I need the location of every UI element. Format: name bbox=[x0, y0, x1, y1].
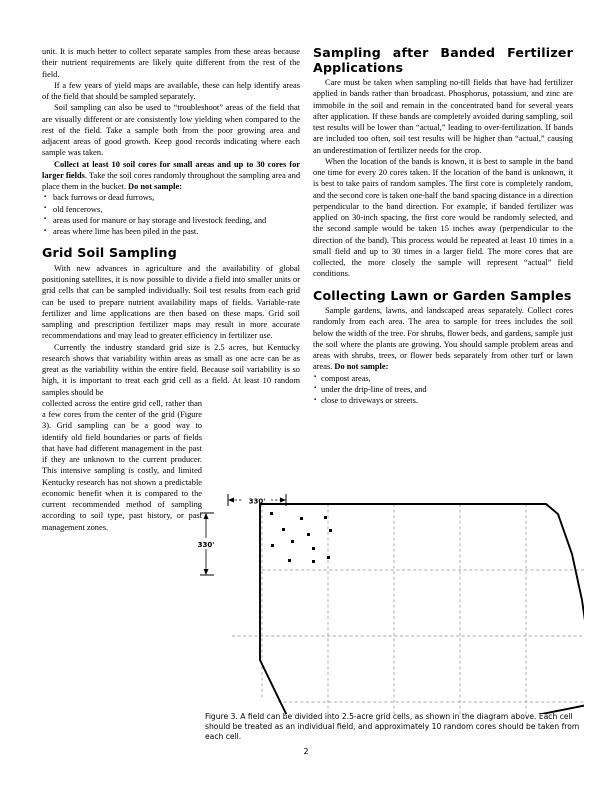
do-not-sample-colon: : bbox=[179, 182, 183, 191]
paragraph-unit-continuation: unit. It is much better to collect separate samples from these areas because their nutrient requirements are likely quite different from the rest of the field. bbox=[42, 47, 300, 79]
do-not-sample-colon-right: : bbox=[385, 362, 389, 372]
core-marker bbox=[324, 516, 327, 519]
list-item: ▪ back furrows or dead furrows, bbox=[53, 192, 300, 203]
core-marker bbox=[291, 540, 294, 543]
dimension-left-arrow-down-icon bbox=[204, 569, 209, 575]
paragraph-collect-cores bbox=[42, 159, 300, 193]
list-item: ▪ areas used for manure or hay storage and livestock feeding, and bbox=[53, 215, 300, 226]
figure-caption: Figure 3. A field can be divided into 2.5-acre grid cells, as shown in the diagram above. Each cell should be treated as an individual field, and approximately 10 random cores should be taken from each cell. bbox=[205, 712, 580, 742]
field-grid-svg bbox=[198, 492, 584, 714]
dimension-top-arrow-right-icon bbox=[280, 498, 286, 503]
paragraph-grid-advances: With new advances in agriculture and the availability of global positioning satellites, it is now possible to divide a field into smaller units or grid cells that can be sampled individually. Soil test results from each grid can be used to prepare nutrient availability maps of fields. Variable-rate fertilizer and lime applications are then based on these maps. Grid soil sampling and prescription fertilizer maps may result in more accurate recommendations and may lead to greater efficiency in fertilizer use. bbox=[42, 263, 300, 341]
core-marker bbox=[312, 547, 315, 550]
left-column bbox=[42, 46, 300, 533]
do-not-sample-bold: Do not sample bbox=[128, 182, 180, 191]
list-item: ▪ old fencerows, bbox=[53, 204, 300, 215]
dimension-left-label: 330' bbox=[198, 541, 215, 549]
paragraph-grid-standard-narrow: collected across the entire grid cell, rather than a few cores from the center of the grid (Figure 3). Grid sampling can be a good way to identify old field boundaries or parts of fields that have had different management in the past if they are unknown to the current producer. This intensive sampling is costly, and limited Kentucky research has not shown a predictable economic benefit when it is compared to the current recommended method of sampling according to soil type, past history, or past management zones. bbox=[42, 398, 202, 532]
left-do-not-sample-list bbox=[42, 192, 300, 237]
paragraph-banded-care: Care must be taken when sampling no-till fields that have had fertilizer applied in bands rather than broadcast. Phosphorus, potassium, and zinc are immobile in the soil and remain in the concentrated band for several years after application. If these bands are completely avoided during sampling, soil test results will be lower than “actual,” leading to over-fertilization. If bands are included too often, soil test results will be higher than “actual,” causing an underestimation of fertilizer needs for the crop. bbox=[313, 78, 573, 155]
grid-vertical-lines bbox=[262, 504, 584, 714]
heading-collecting-lawn-or-garden-samples: Collecting Lawn or Garden Samples bbox=[313, 287, 572, 303]
heading-grid-soil-sampling: Grid Soil Sampling bbox=[42, 245, 177, 261]
right-column bbox=[313, 46, 573, 406]
do-not-sample-bold-right: Do not sample bbox=[334, 362, 386, 372]
core-marker bbox=[270, 512, 273, 515]
collect-cores-bold-lead: Collect at least 10 soil cores for small areas and up to 30 cores for larger fields bbox=[42, 159, 300, 180]
grid-horizontal-lines bbox=[232, 570, 584, 702]
core-marker bbox=[300, 517, 303, 520]
paragraph-grid-standard-wide: Currently the industry standard grid size is 2.5 acres, but Kentucky research shows that variability within areas as small as one acre can be as great as the variability within the entire field. Because soil variability is so high, it is important to treat each grid cell as a field. At least 10 random samples should be bbox=[42, 342, 300, 397]
dimension-top-arrow-left-icon bbox=[228, 498, 234, 503]
core-sample-markers bbox=[270, 512, 332, 563]
dimension-left-arrow-up-icon bbox=[204, 513, 209, 519]
list-item: ▪ compost areas, bbox=[321, 373, 573, 384]
list-item: ▪ close to driveways or streets. bbox=[321, 395, 573, 406]
core-marker bbox=[271, 544, 274, 547]
core-marker bbox=[307, 533, 310, 536]
paragraph-troubleshoot: Soil sampling can also be used to “troubleshoot” areas of the field that are visually different or are consistently low yielding when compared to the rest of the field. Take a sample both from the poor growing area and adjacent areas of good growth. Keep good records indicating where each sample was taken. bbox=[42, 103, 300, 158]
list-item: ▪ areas where lime has been piled in the past. bbox=[53, 226, 300, 237]
core-marker bbox=[288, 559, 291, 562]
core-marker bbox=[329, 529, 332, 532]
paragraph-yield-maps: If a few years of yield maps are available, these can help identify areas of the field that should be sampled separately. bbox=[42, 80, 300, 101]
lawn-garden-text: Sample gardens, lawns, and landscaped areas separately. Collect cores randomly from each area. The area to sample for trees includes the soil below the width of the tree. For shrubs, flower beds, and gardens, sample just the soil where the plants are growing. You should sample problem areas and areas with shrubs, trees, or flower beds separately from other turf or lawn areas. bbox=[313, 306, 573, 372]
heading-sampling-after-banded-fertilizer: Sampling after Banded Fertilizer Applications bbox=[313, 45, 573, 75]
core-marker bbox=[312, 560, 315, 563]
core-marker bbox=[282, 528, 285, 531]
page-number: 2 bbox=[303, 747, 309, 756]
core-marker bbox=[327, 556, 330, 559]
paragraph-lawn-garden bbox=[313, 305, 573, 373]
paragraph-banded-location: When the location of the bands is known, it is best to sample in the band one time for every 20 cores taken. If the location of the band is unknown, it is best to take pairs of random samples. The first core is completely random, and the second core is taken one-half the band spacing distance in a direction perpendicular to the band direction. For example, if banded fertilizer was applied on 30-inch spacing, the first core would be randomly selected, and the second sample would be taken 15 inches away (perpendicular to the direction of the band). This process would be repeated at least 10 times in a small field and up to 30 times in a larger field. The more cores that are collected, the more closely the sample will represent “actual” field conditions. bbox=[313, 156, 573, 279]
collect-cores-rest: . Take the soil cores randomly throughout the sampling area and place them in the bucket. bbox=[42, 170, 301, 191]
list-item: ▪ under the drip-line of trees, and bbox=[321, 384, 573, 395]
right-do-not-sample-list bbox=[313, 373, 573, 407]
figure-3-field-grid-diagram bbox=[198, 492, 584, 714]
dimension-top-label: 330' bbox=[248, 497, 266, 506]
dimension-left bbox=[198, 513, 215, 575]
